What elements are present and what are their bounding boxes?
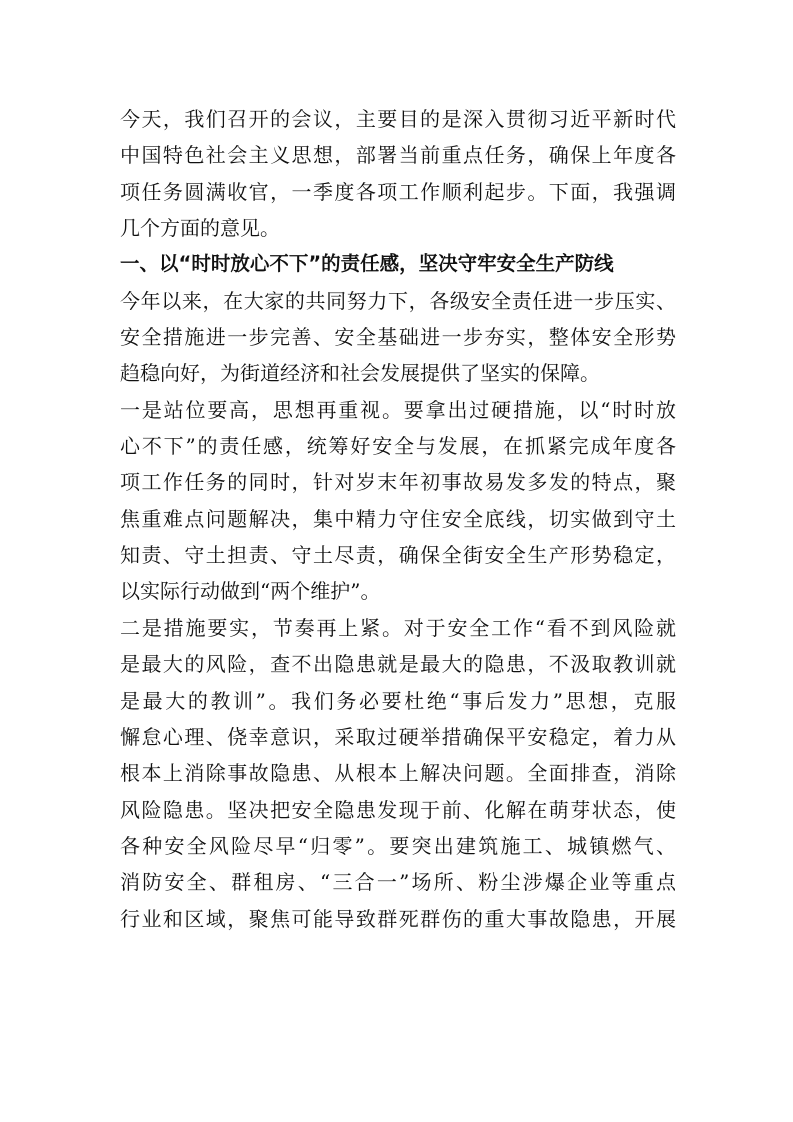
document-body xyxy=(120,101,676,937)
paragraph-line: 心不下”的责任感，统筹好安全与发展，在抓紧完成年度各 xyxy=(120,434,676,459)
paragraph-line: 消防安全、群租房、“三合一”场所、粉尘涉爆企业等重点 xyxy=(120,870,676,895)
paragraph-line: 安全措施进一步完善、安全基础进一步夯实，整体安全形势 xyxy=(120,325,676,350)
paragraph-line: 今年以来，在大家的共同努力下，各级安全责任进一步压实、 xyxy=(120,288,676,313)
paragraph-line: 今天，我们召开的会议，主要目的是深入贯彻习近平新时代 xyxy=(120,107,676,131)
paragraph-line: 二是措施要实，节奏再上紧。对于安全工作“看不到风险就 xyxy=(120,615,676,640)
paragraph-line: 几个方面的意见。 xyxy=(120,216,280,241)
paragraph-line: 懈怠心理、侥幸意识，采取过硬举措确保平安稳定，着力从 xyxy=(120,724,676,749)
paragraph-line: 风险隐患。坚决把安全隐患发现于前、化解在萌芽状态，使 xyxy=(120,797,676,822)
section-heading: 一、以“时时放心不下”的责任感，坚决守牢安全生产防线 xyxy=(120,252,614,276)
paragraph-line: 趋稳向好，为街道经济和社会发展提供了坚实的保障。 xyxy=(120,361,600,386)
paragraph-line: 中国特色社会主义思想，部署当前重点任务，确保上年度各 xyxy=(120,143,676,168)
paragraph-line: 焦重难点问题解决，集中精力守住安全底线，切实做到守土 xyxy=(120,506,676,531)
paragraph-line: 行业和区域，聚焦可能导致群死群伤的重大事故隐患，开展 xyxy=(120,906,676,931)
paragraph-line: 各种安全风险尽早“归零”。要突出建筑施工、城镇燃气、 xyxy=(120,833,676,858)
paragraph-line: 一是站位要高，思想再重视。要拿出过硬措施，以“时时放 xyxy=(120,397,676,422)
paragraph-line: 项工作任务的同时，针对岁末年初事故易发多发的特点，聚 xyxy=(120,470,676,495)
paragraph-line: 知责、守土担责、守土尽责，确保全街安全生产形势稳定， xyxy=(120,543,676,568)
paragraph-line: 以实际行动做到“两个维护”。 xyxy=(120,579,381,604)
paragraph-line: 是最大的风险，查不出隐患就是最大的隐患，不汲取教训就 xyxy=(120,652,676,677)
paragraph-line: 根本上消除事故隐患、从根本上解决问题。全面排查，消除 xyxy=(120,761,676,786)
paragraph-line: 是最大的教训”。我们务必要杜绝“事后发力”思想，克服 xyxy=(120,688,676,713)
paragraph-line: 项任务圆满收官，一季度各项工作顺利起步。下面，我强调 xyxy=(120,179,676,204)
